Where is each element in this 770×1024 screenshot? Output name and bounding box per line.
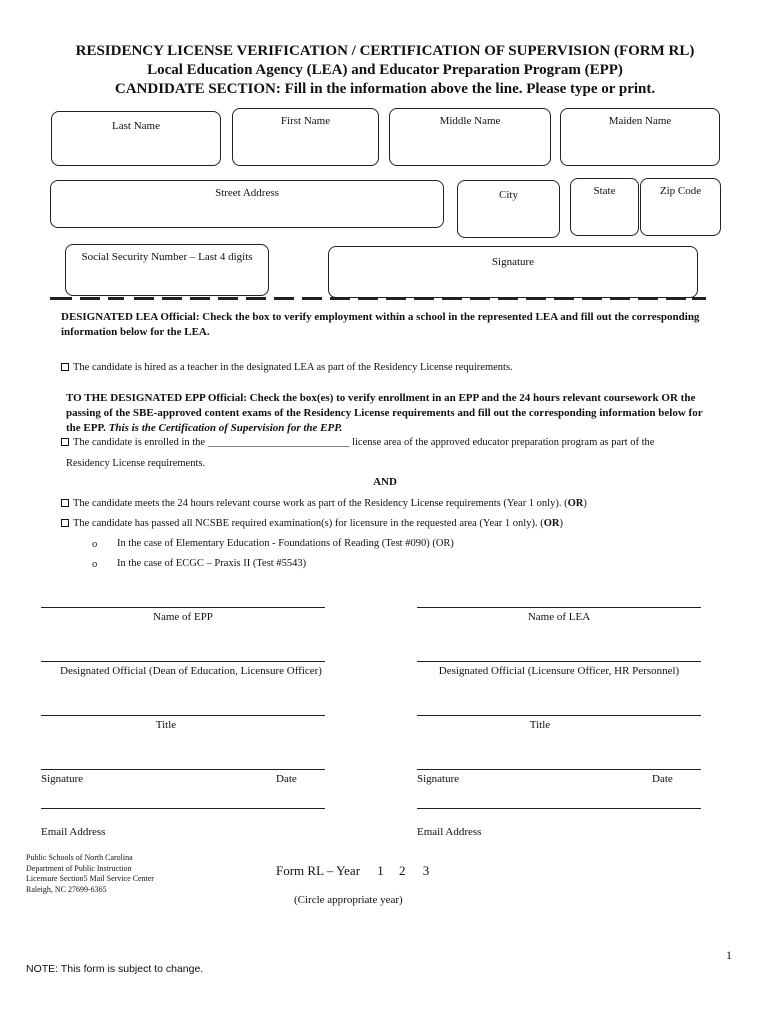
checkbox-icon[interactable] — [61, 519, 69, 527]
lea-official-line[interactable] — [417, 661, 701, 662]
year-option-2[interactable]: 2 — [399, 863, 406, 878]
zip-code-label: Zip Code — [659, 185, 702, 197]
maiden-name-label: Maiden Name — [608, 115, 672, 127]
lea-official-label: Designated Official (Licensure Officer, HR Personnel) — [438, 665, 680, 677]
middle-name-label: Middle Name — [439, 115, 501, 127]
street-address-field[interactable] — [50, 180, 444, 228]
lea-check-hired[interactable] — [61, 361, 721, 375]
epp-heading-italic: This is the Certification of Supervision for the EPP. — [108, 422, 343, 434]
last-name-field[interactable] — [51, 111, 221, 166]
and-divider-text: AND — [373, 476, 397, 488]
candidate-section-heading: CANDIDATE SECTION: Fill in the information above the line. Please type or print. — [114, 81, 656, 97]
year-option-1[interactable]: 1 — [377, 863, 384, 878]
lea-title-line[interactable] — [417, 715, 701, 716]
checkbox-icon[interactable] — [61, 499, 69, 507]
bullet-icon: o — [92, 559, 98, 570]
lea-heading-rest: : Check the box to verify employment within a school in the represented LEA and fill out the corresponding information below for the LEA. — [61, 311, 700, 338]
form-change-note: NOTE: This form is subject to change. — [26, 963, 204, 975]
year-option-3[interactable]: 3 — [422, 863, 430, 878]
candidate-signature-field[interactable] — [328, 246, 698, 298]
epp-check-exams-label: The candidate has passed all NCSBE required examination(s) for licensure in the requested area (Year 1 only). ( — [73, 518, 544, 529]
sub-option-elementary: In the case of Elementary Education - Foundations of Reading (Test #090) (OR) — [117, 538, 454, 549]
lea-email-line[interactable] — [417, 808, 701, 809]
epp-check-enrolled[interactable] — [61, 436, 741, 450]
department-address — [26, 853, 154, 895]
ssn-field[interactable] — [65, 244, 269, 296]
epp-email-line[interactable] — [41, 808, 325, 809]
lea-instructions — [61, 310, 711, 340]
epp-check-coursework[interactable]: The candidate meets the 24 hours relevant course work as part of the Residency License requirements (Year 1 only). (OR) — [61, 497, 741, 511]
epp-official-line[interactable] — [41, 661, 325, 662]
lea-check-hired-label: The candidate is hired as a teacher in the designated LEA as part of the Residency License requirements. — [73, 362, 513, 373]
epp-official-label: Designated Official (Dean of Education, Licensure Officer) — [60, 665, 322, 677]
epp-check-enrolled-label: The candidate is enrolled in the ___________________________ license area of the approved educator preparation program as part of the — [73, 437, 655, 448]
state-label: State — [593, 185, 616, 197]
epp-title-label: Title — [155, 719, 177, 731]
epp-title-line[interactable] — [41, 715, 325, 716]
zip-code-field[interactable] — [640, 178, 721, 236]
city-label: City — [499, 189, 518, 201]
address-line: Raleigh, NC 27699-6365 — [26, 884, 107, 894]
epp-check-coursework-label: The candidate meets the 24 hours relevant course work as part of the Residency License requirements (Year 1 only). ( — [73, 498, 568, 509]
checkbox-icon[interactable] — [61, 438, 69, 446]
epp-date-label: Date — [276, 773, 297, 785]
form-year-selector — [276, 863, 429, 879]
lea-title-label: Title — [529, 719, 551, 731]
epp-instructions — [66, 391, 711, 436]
city-field[interactable] — [457, 180, 560, 238]
epp-name-line[interactable] — [41, 607, 325, 608]
street-address-label: Street Address — [215, 187, 279, 199]
epp-email-label: Email Address — [41, 826, 106, 838]
epp-check-exams[interactable]: The candidate has passed all NCSBE required examination(s) for licensure in the requested area (Year 1 only). (OR) — [61, 517, 741, 531]
state-field[interactable] — [570, 178, 639, 236]
form-title: RESIDENCY LICENSE VERIFICATION / CERTIFICATION OF SUPERVISION (FORM RL) — [75, 43, 695, 59]
epp-signature-label: Signature — [41, 773, 84, 785]
last-name-label: Last Name — [112, 120, 160, 132]
first-name-label: First Name — [280, 115, 331, 127]
maiden-name-field[interactable] — [560, 108, 720, 166]
candidate-signature-label: Signature — [491, 256, 535, 268]
epp-check-enrolled-cont: Residency License requirements. — [66, 458, 206, 469]
or-text: OR — [567, 498, 584, 509]
ssn-label: Social Security Number – Last 4 digits — [81, 251, 253, 263]
sub-option-ecgc: In the case of ECGC – Praxis II (Test #5543) — [117, 558, 307, 569]
or-text: OR — [543, 518, 560, 529]
bullet-icon: o — [92, 539, 98, 550]
lea-date-label: Date — [652, 773, 673, 785]
form-year-label: Form RL – Year — [276, 863, 361, 878]
lea-email-label: Email Address — [417, 826, 482, 838]
lea-signature-label: Signature — [417, 773, 460, 785]
page-number: 1 — [726, 948, 732, 962]
lea-heading-prefix: DESIGNATED LEA Official — [61, 311, 196, 323]
circle-year-note: (Circle appropriate year) — [294, 894, 403, 906]
lea-name-label: Name of LEA — [527, 611, 591, 623]
address-line: Department of Public Instruction — [26, 863, 132, 873]
first-name-field[interactable] — [232, 108, 379, 166]
checkbox-icon[interactable] — [61, 363, 69, 371]
lea-signature-line[interactable] — [417, 769, 701, 770]
epp-name-label: Name of EPP — [153, 611, 213, 623]
address-line: Licensure Section5 Mail Service Center — [26, 874, 154, 883]
epp-signature-line[interactable] — [41, 769, 325, 770]
form-subtitle: Local Education Agency (LEA) and Educator Preparation Program (EPP) — [147, 62, 623, 78]
lea-name-line[interactable] — [417, 607, 701, 608]
address-line: Public Schools of North Carolina — [26, 853, 133, 862]
epp-heading: TO THE DESIGNATED EPP Official: Check the box(es) to verify enrollment in an EPP and the 24 hours relevant coursework OR the passing of the SBE-approved content exams of the Residency License requirements and fill out the corresponding information below for the EPP. — [66, 392, 703, 434]
middle-name-field[interactable] — [389, 108, 551, 166]
